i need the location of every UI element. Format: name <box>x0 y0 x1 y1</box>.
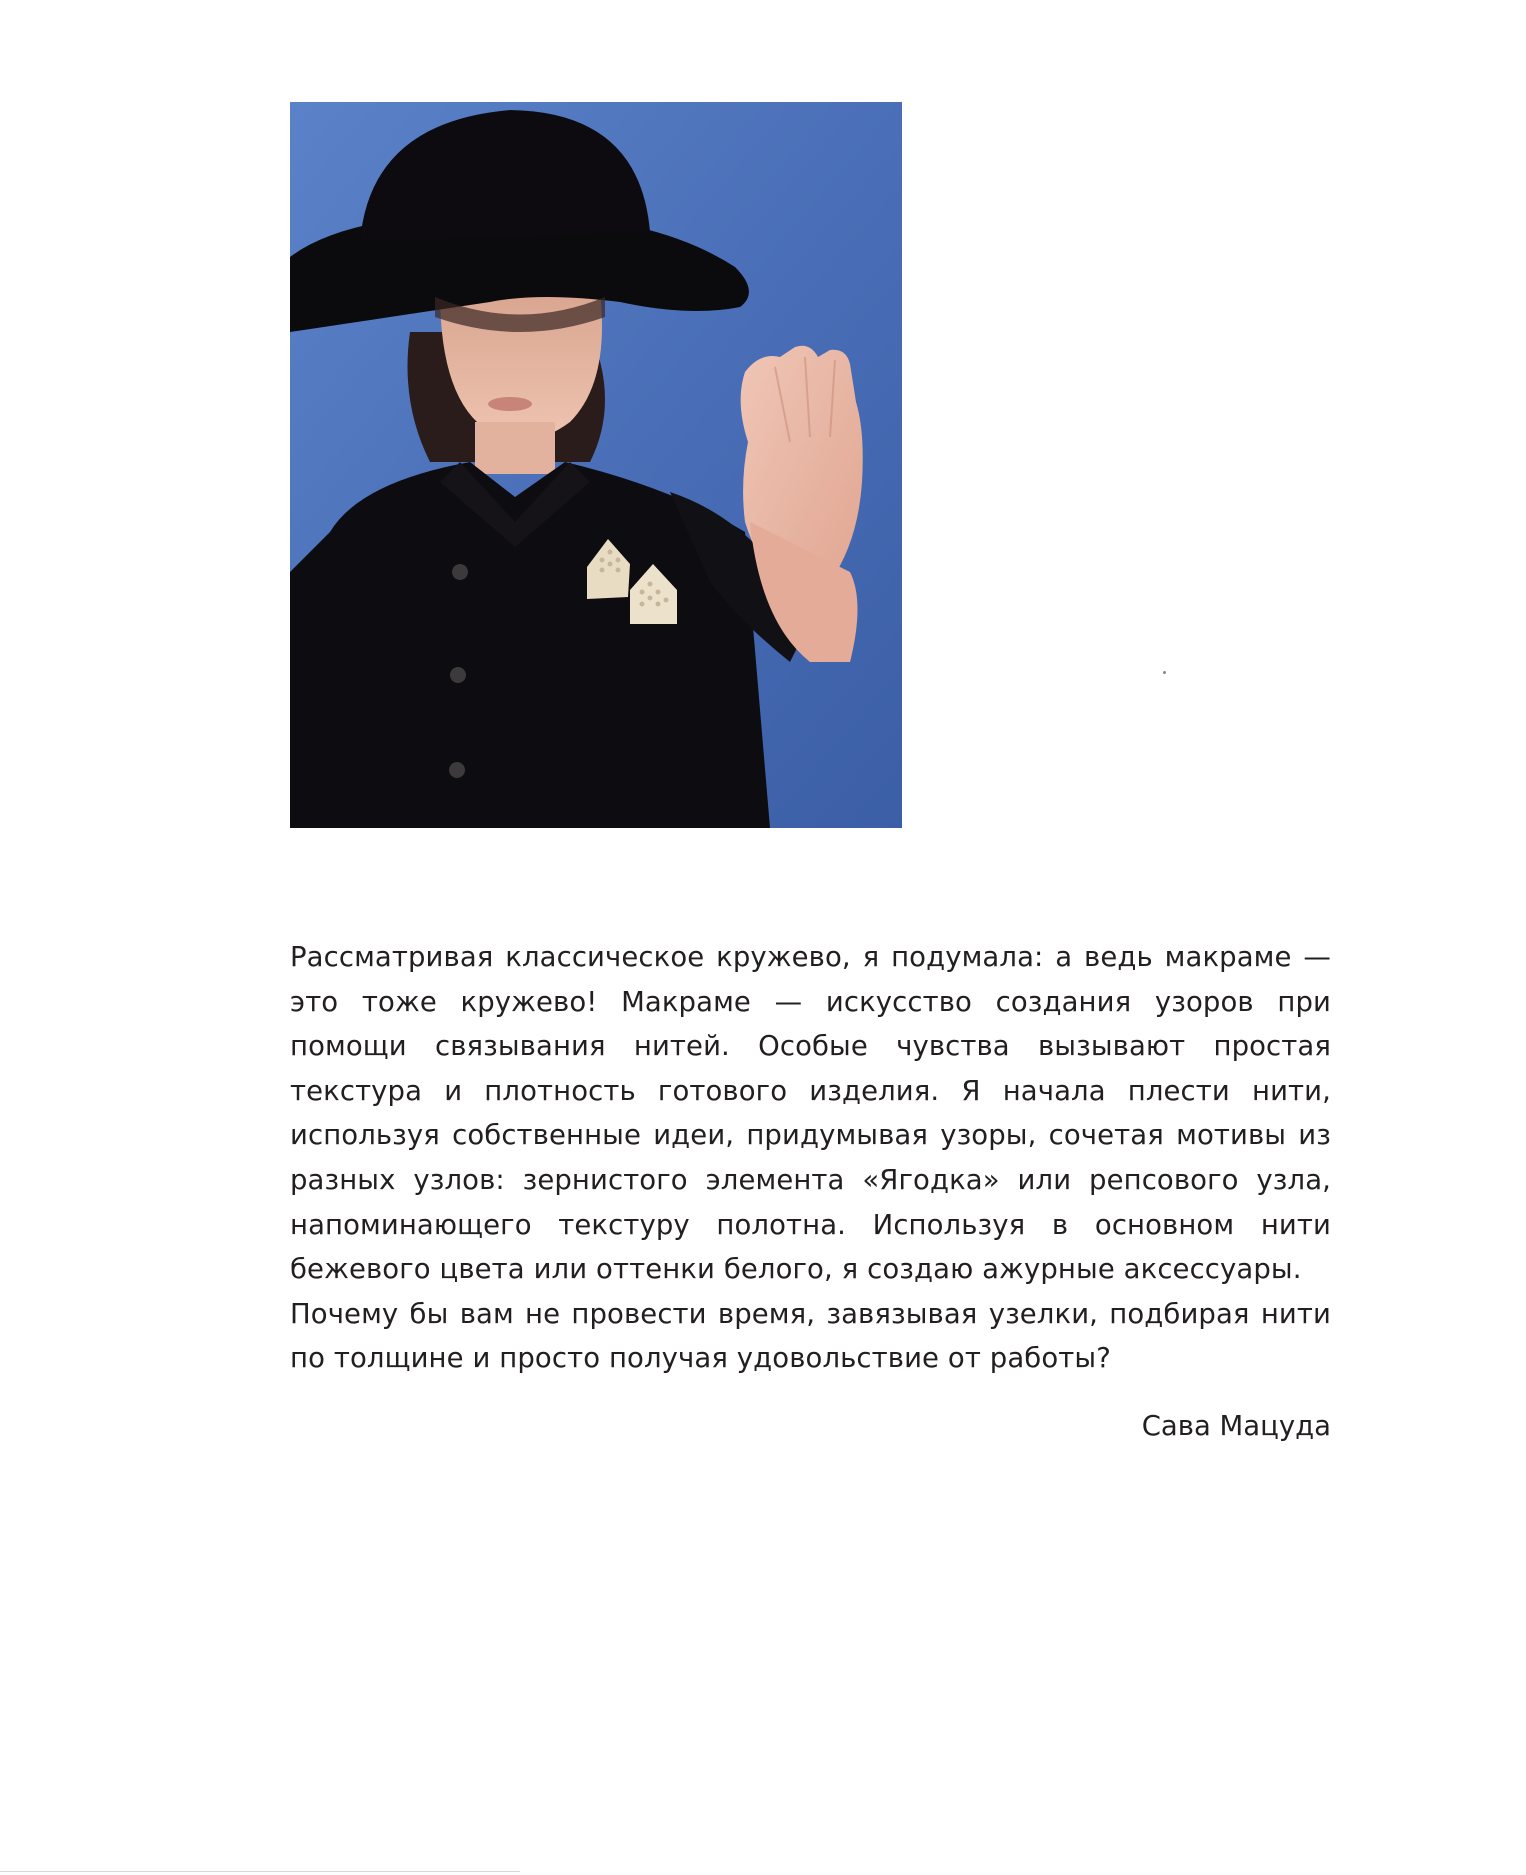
shirt-button <box>450 667 466 683</box>
shirt-button <box>452 564 468 580</box>
shirt-button <box>449 762 465 778</box>
author-signature: Сава Мацуда <box>1141 1410 1331 1442</box>
intro-paragraph-1: Рассматривая классическое кружево, я подумала: а ведь макраме — это тоже кружево! Макраме — искусство создания узоров при помощи связывания нитей. Особые чувства вызывают простая текстура и плотность готового изделия. Я начала плести нити, используя собственные идеи, придумывая узоры, сочетая мотивы из разных узлов: зернистого элемента «Ягодка» или репсового узла, напоминающего текстуру полотна. Используя в основном нити бежевого цвета или оттенки белого, я создаю ажурные аксессуары. <box>290 941 1331 1286</box>
scan-speck <box>1163 671 1166 674</box>
intro-text <box>290 935 1331 1381</box>
page-edge-line <box>0 1871 520 1872</box>
portrait-photo <box>290 102 911 828</box>
intro-paragraph-2: Почему бы вам не провести время, завязывая узелки, подбирая нити по толщине и просто получая удовольствие от работы? <box>290 1297 1331 1375</box>
